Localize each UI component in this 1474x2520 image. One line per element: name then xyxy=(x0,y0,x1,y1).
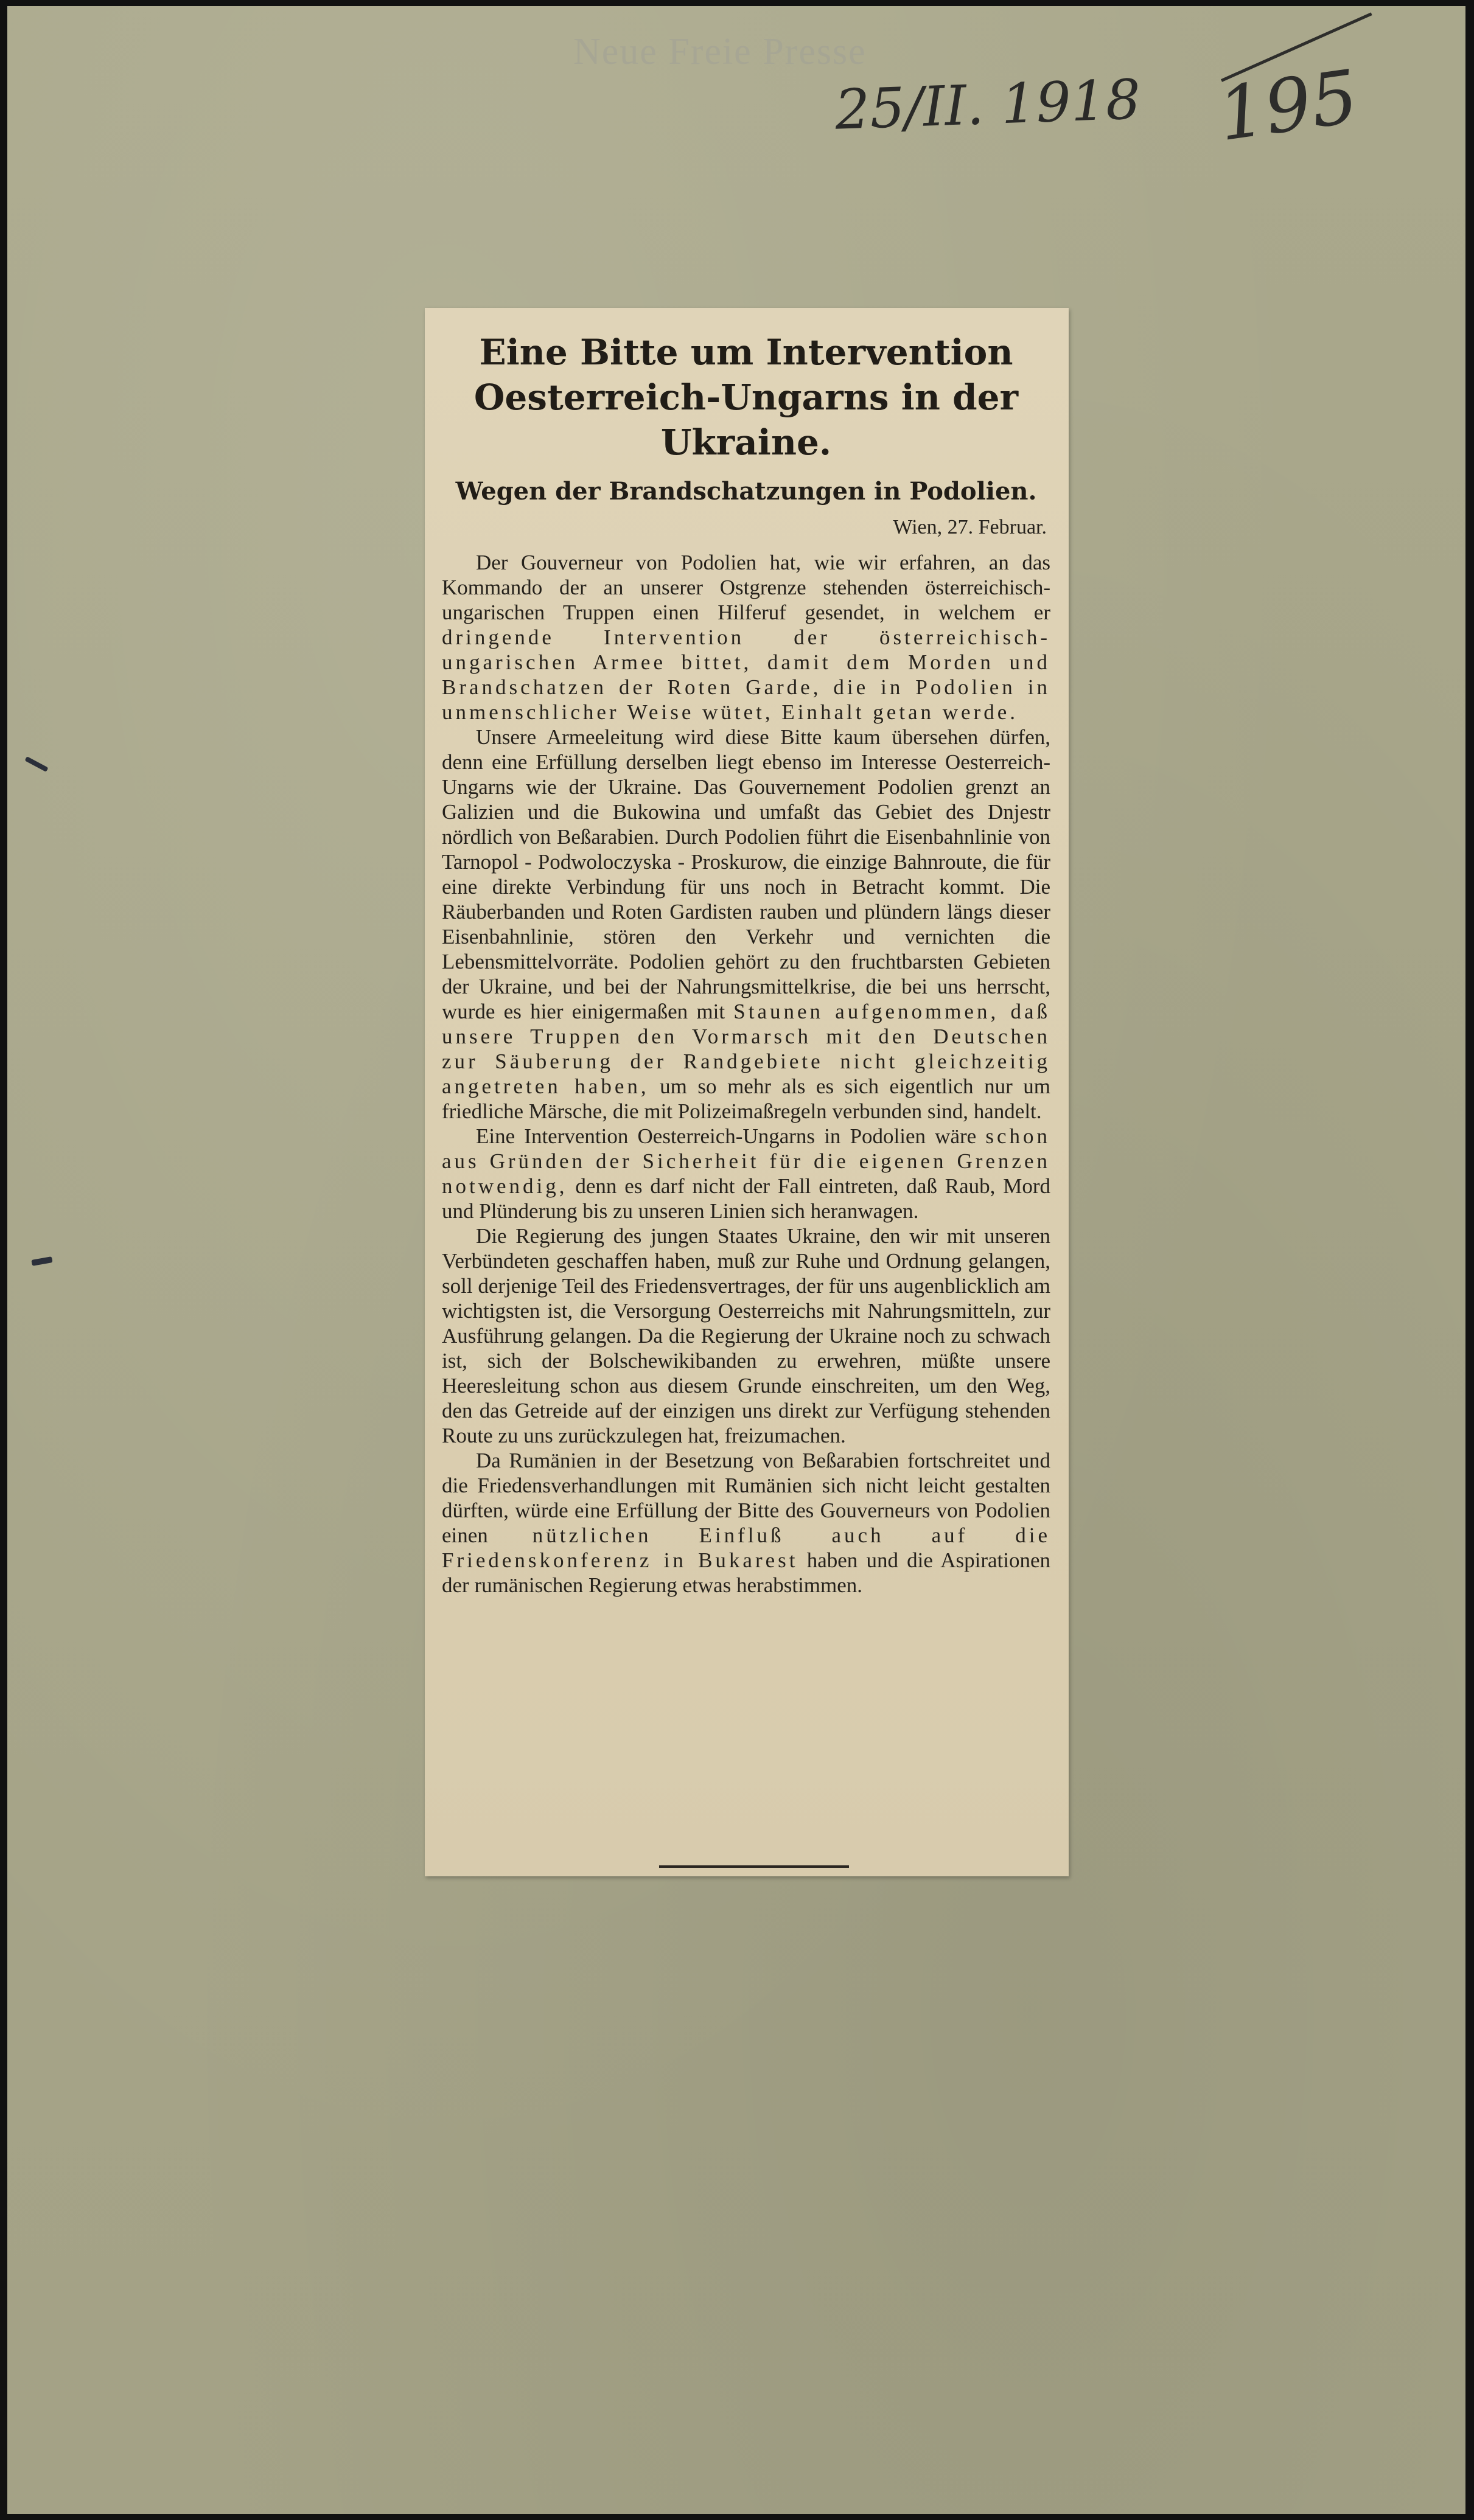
paragraph-text: Da Rumänien in der Besetzung von Beßarabien fortschreitet und die Friedensverhandlungen mit Rumänien sich nicht leicht gestalten dürften, würde eine Erfüllung der Bitte des Gouverneurs von Podolien einen xyxy=(442,1449,1050,1547)
paragraph-text: Der Gouverneur von Podolien hat, wie wir erfahren, an das Kommando der an unserer Ostgrenze stehenden österreichisch-ungarischen Truppen einen Hilferuf gesendet, in welchem er xyxy=(442,551,1050,624)
article-paragraph xyxy=(442,1124,1050,1223)
tear-mark-left-lower xyxy=(31,1256,52,1266)
spaced-emphasis-text: nützlichen Einfluß auch auf die Friedenskonferenz in Bukarest xyxy=(442,1523,1050,1572)
article-paragraph xyxy=(442,1448,1050,1598)
paragraph-text: Eine Intervention Oesterreich-Ungarns in Podolien wäre xyxy=(476,1124,986,1148)
article-title: Eine Bitte um Intervention Oesterreich-Ungarns in der Ukraine. xyxy=(473,332,1019,463)
article-dateline: Wien, 27. Februar. xyxy=(893,516,1047,538)
article-body xyxy=(442,550,1050,1598)
paragraph-text: Die Regierung des jungen Staates Ukraine, den wir mit unseren Verbündeten geschaffen haben, muß zur Ruhe und Ordnung gelangen, soll derjenige Teil des Friedensvertrages, der für uns augenblicklich am wichtigsten ist, die Versorgung Oesterreichs mit Nahrungsmitteln, zur Ausführung gelangen. Da die Regierung der Ukraine noch zu schwach ist, sich der Bolschewikibanden zu erwehren, müßte unsere Heeresleitung schon aus diesem Grunde einschreiten, um den Weg, den das Getreide auf der einzigen uns direkt zur Verfügung stehenden Route zu uns zurückzulegen hat, freizumachen. xyxy=(442,1224,1050,1447)
newspaper-clipping xyxy=(425,308,1069,1876)
archive-sheet xyxy=(7,6,1465,2514)
article-paragraph xyxy=(442,550,1050,725)
spaced-emphasis-text: dringende Intervention der österreichisch-ungarischen Armee bittet, damit dem Morden und Brandschatzen der Roten Garde, die in Podolien in unmenschlicher Weise wütet, Einhalt getan werde. xyxy=(442,625,1050,724)
article-end-rule xyxy=(659,1865,849,1868)
article-subtitle: Wegen der Brandschatzungen in Podolien. xyxy=(455,477,1037,506)
paragraph-text: denn es darf nicht der Fall eintreten, daß Raub, Mord und Plünderung bis zu unseren Linien sich heranwagen. xyxy=(442,1174,1050,1223)
newspaper-stamp: Neue Freie Presse xyxy=(573,31,867,72)
article-paragraph xyxy=(442,725,1050,1124)
handwritten-date: 25/II. 1918 xyxy=(834,68,1142,142)
paragraph-text: Unsere Armeeleitung wird diese Bitte kaum übersehen dürfen, denn eine Erfüllung derselben liegt ebenso im Interesse Oesterreich-Ungarns wie der Ukraine. Das Gouvernement Podolien grenzt an Galizien und die Bukowina und umfaßt das Gebiet des Dnjestr nördlich von Beßarabien. Durch Podolien führt die Eisenbahnlinie von Tarnopol - Podwoloczyska - Proskurow, die einzige Bahnroute, die für eine direkte Verbindung für uns noch in Betracht kommt. Die Räuberbanden und Roten Gardisten rauben und plündern längs dieser Eisenbahnlinie, stören den Verkehr und vernichten die Lebensmittelvorräte. Podolien gehört zu den fruchtbarsten Gebieten der Ukraine, und bei der Nahrungsmittelkrise, die bei uns herrscht, wurde es hier einigermaßen mit xyxy=(442,725,1050,1023)
spaced-emphasis-text: Staunen aufgenommen, daß unsere Truppen den Vormarsch mit den Deutschen zur Säuberung der Randgebiete nicht gleichzeitig angetreten haben, xyxy=(442,1000,1050,1098)
tear-mark-left-upper xyxy=(24,756,48,772)
article-paragraph xyxy=(442,1223,1050,1448)
paragraph-text: haben und die Aspirationen der rumänischen Regierung etwas herabstimmen. xyxy=(442,1548,1050,1597)
spaced-emphasis-text: schon aus Gründen der Sicherheit für die eigenen Grenzen notwendig, xyxy=(442,1124,1050,1198)
folio-number: 195 xyxy=(1213,54,1363,158)
paragraph-text: um so mehr als es sich eigentlich nur um friedliche Märsche, die mit Polizeimaßregeln verbunden sind, handelt. xyxy=(442,1074,1050,1123)
